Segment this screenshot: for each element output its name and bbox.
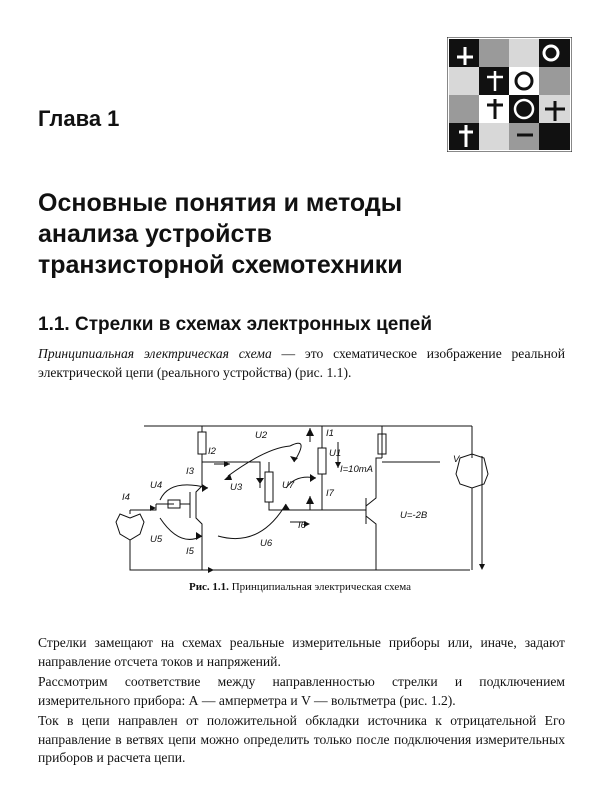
label-U7: U7 bbox=[282, 480, 295, 491]
label-I1: I1 bbox=[326, 428, 334, 439]
label-U1: U1 bbox=[329, 448, 342, 459]
chapter-label: Глава 1 bbox=[38, 106, 120, 131]
body-paragraph-1: Стрелки замещают на схемах реальные измерительные приборы или, иначе, задают направление отсчета токов и напряжений. bbox=[38, 635, 565, 669]
label-U6: U6 bbox=[260, 538, 273, 549]
label-I7: I7 bbox=[326, 488, 334, 499]
label-I3: I3 bbox=[186, 466, 194, 477]
body-paragraph-2: Рассмотрим соответствие между направленностью стрелки и подключением измерительного прибора: А — амперметра и V — вольтметра (рис. 1.2). bbox=[38, 674, 565, 708]
caption-number: Рис. 1.1. bbox=[188, 581, 229, 593]
label-U3: U3 bbox=[230, 482, 243, 493]
label-U2: U2 bbox=[255, 430, 268, 441]
chapter-title-line-2: анализа устройств bbox=[38, 220, 272, 248]
circuit-diagram bbox=[110, 418, 510, 578]
figure-caption bbox=[0, 581, 600, 593]
label-V: V bbox=[453, 454, 460, 465]
body-paragraph-3: Ток в цепи направлен от положительной обкладки источника к отрицательной Его направление в ветвях цепи можно определить только после подключения измерительных приборов и расчета цепи. bbox=[38, 713, 565, 765]
label-U4: U4 bbox=[150, 480, 163, 491]
chapter-logo-image bbox=[447, 37, 572, 152]
label-I4: I4 bbox=[122, 492, 130, 503]
section-heading: 1.1. Стрелки в схемах электронных цепей bbox=[38, 314, 433, 335]
label-voltage-value: U=-2B bbox=[400, 510, 428, 521]
intro-term: Принципиальная электрическая схема bbox=[38, 346, 272, 361]
label-U5: U5 bbox=[150, 534, 163, 545]
intro-rest: — это схематическое изображение реальной электрической цепи (реального устройства) (рис. 1.1). bbox=[38, 346, 565, 380]
chapter-title-line-1: Основные понятия и методы bbox=[38, 189, 403, 217]
intro-paragraph bbox=[38, 345, 565, 382]
label-I5: I5 bbox=[186, 546, 194, 557]
label-I6: I6 bbox=[298, 520, 306, 531]
caption-text: Принципиальная электрическая схема bbox=[228, 581, 411, 593]
label-current-value: I=10mA bbox=[340, 464, 374, 475]
label-I2: I2 bbox=[208, 446, 216, 457]
chapter-title-line-3: транзисторной схемотехники bbox=[38, 251, 403, 279]
chapter-title bbox=[38, 188, 458, 281]
